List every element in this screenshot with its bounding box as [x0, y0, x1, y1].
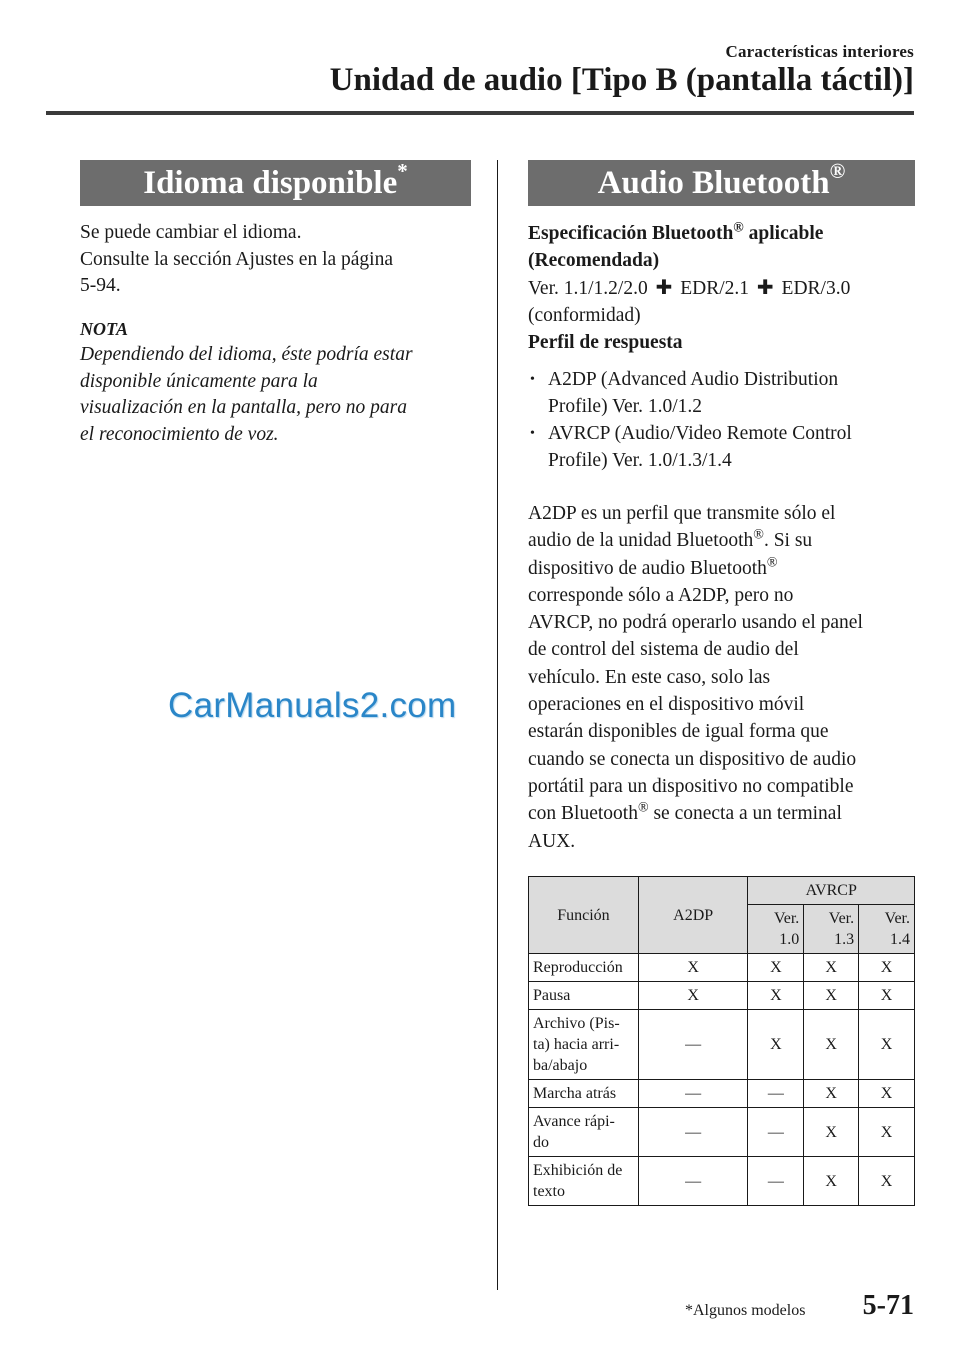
profile-list	[528, 366, 918, 474]
spec-heading	[528, 220, 918, 247]
cell-v13: X	[804, 1080, 859, 1108]
column-divider	[497, 160, 498, 1290]
asterisk-mark: *	[397, 159, 408, 183]
text-line: vehículo. En este caso, solo las	[528, 666, 771, 688]
cell-a2dp: X	[638, 982, 748, 1010]
note-line: visualización en la pantalla, pero no para	[80, 397, 407, 418]
table-header-row	[529, 877, 915, 905]
table-row	[529, 1010, 915, 1080]
cell-v13: X	[804, 982, 859, 1010]
cell-v13: X	[804, 954, 859, 982]
spec-heading-text: Especificación Bluetooth	[528, 223, 734, 244]
list-item-text: Profile) Ver. 1.0/1.3/1.4	[548, 450, 732, 471]
bluetooth-section-body	[528, 220, 918, 855]
registered-mark: ®	[637, 800, 649, 816]
note-line: disponible únicamente para la	[80, 370, 318, 392]
table-row	[529, 1157, 915, 1206]
idioma-section-body	[80, 220, 480, 448]
plus-icon: ✚	[655, 275, 673, 299]
list-item-text: AVRCP (Audio/Video Remote Control	[548, 423, 852, 444]
cell-a2dp: X	[638, 954, 748, 982]
text-line: de control del sistema de audio del	[528, 639, 799, 661]
cell-v14: X	[859, 982, 915, 1010]
list-item-text: A2DP (Advanced Audio Distribution	[548, 369, 839, 390]
footnote: *Algunos modelos	[685, 1302, 806, 1319]
registered-mark: ®	[733, 220, 744, 236]
cell-a2dp: —	[638, 1108, 748, 1157]
conformity-line: (conformidad)	[528, 305, 641, 326]
header-avrcp: AVRCP	[748, 877, 915, 905]
cell-function: Archivo (Pis- ta) hacia arri- ba/abajo	[529, 1010, 639, 1080]
note-line: el reconocimiento de voz.	[80, 423, 279, 445]
text-line: Consulte la sección Ajustes en la página	[80, 248, 394, 270]
section-banner-idioma	[80, 160, 471, 206]
text-line: AUX.	[528, 830, 576, 852]
cell-v10: —	[748, 1080, 804, 1108]
version-text: EDR/3.0	[781, 278, 851, 299]
text-line: cuando se conecta un dispositivo de audio	[528, 748, 857, 770]
section-title-idioma: Idioma disponible	[143, 165, 398, 201]
table-row	[529, 1080, 915, 1108]
cell-v10: X	[748, 982, 804, 1010]
cell-function: Marcha atrás	[529, 1080, 639, 1108]
header-divider	[46, 111, 914, 115]
header-ver-1-4: Ver. 1.4	[859, 905, 915, 954]
compatibility-table	[528, 876, 915, 1206]
watermark-logo: CarManuals2.com	[168, 686, 457, 725]
header-ver-1-0: Ver. 1.0	[748, 905, 804, 954]
section-title-bluetooth: Audio Bluetooth	[597, 165, 830, 201]
list-item	[528, 366, 918, 420]
text-line: Se puede cambiar el idioma.	[80, 222, 302, 243]
cell-v13: X	[804, 1157, 859, 1206]
cell-v14: X	[859, 1010, 915, 1080]
text-line: A2DP es un perfil que transmite sólo el	[528, 503, 836, 524]
cell-a2dp: —	[638, 1080, 748, 1108]
note-label: NOTA	[80, 318, 129, 339]
a2dp-paragraph	[528, 500, 918, 855]
text-line: AVRCP, no podrá operarlo usando el panel	[528, 612, 863, 634]
header-category: Características interiores	[725, 42, 914, 61]
text-line: estarán disponibles de igual forma que	[528, 721, 829, 743]
profile-heading: Perfil de respuesta	[528, 332, 683, 353]
version-line	[528, 274, 918, 302]
text-line: dispositivo de audio Bluetooth	[528, 557, 767, 579]
spec-heading-text: aplicable	[743, 223, 824, 244]
registered-mark: ®	[829, 159, 846, 183]
text-line: portátil para un dispositivo no compatible	[528, 775, 854, 797]
cell-function: Avance rápi- do	[529, 1108, 639, 1157]
cell-v10: X	[748, 954, 804, 982]
cell-v10: X	[748, 1010, 804, 1080]
text-line: con Bluetooth	[528, 803, 638, 825]
page-number: 5-71	[862, 1290, 914, 1321]
table-row	[529, 1108, 915, 1157]
text-line: corresponde sólo a A2DP, pero no	[528, 584, 794, 606]
cell-a2dp: —	[638, 1157, 748, 1206]
registered-mark: ®	[753, 527, 764, 543]
section-banner-bluetooth	[528, 160, 915, 206]
note-line: Dependiendo del idioma, éste podría estar	[80, 344, 413, 365]
spec-subheading: (Recomendada)	[528, 250, 660, 271]
plus-icon: ✚	[756, 275, 774, 299]
cell-v13: X	[804, 1108, 859, 1157]
cell-v10: —	[748, 1157, 804, 1206]
text-line: se conecta a un terminal	[648, 803, 842, 825]
page-title: Unidad de audio [Tipo B (pantalla táctil)]	[329, 62, 914, 98]
cell-v10: —	[748, 1108, 804, 1157]
table-row	[529, 982, 915, 1010]
cell-a2dp: —	[638, 1010, 748, 1080]
list-item	[528, 420, 918, 474]
list-item-text: Profile) Ver. 1.0/1.2	[548, 396, 703, 417]
header-ver-1-3: Ver. 1.3	[804, 905, 859, 954]
cell-v14: X	[859, 1108, 915, 1157]
cell-v14: X	[859, 1080, 915, 1108]
registered-mark: ®	[766, 555, 778, 571]
cell-v14: X	[859, 954, 915, 982]
table-row	[529, 954, 915, 982]
text-line: audio de la unidad Bluetooth	[528, 530, 754, 552]
text-line: . Si su	[763, 530, 813, 552]
cell-function: Exhibición de texto	[529, 1157, 639, 1206]
version-text: EDR/2.1	[680, 278, 750, 299]
version-text: Ver. 1.1/1.2/2.0	[528, 278, 648, 299]
cell-v13: X	[804, 1010, 859, 1080]
header-funcion: Función	[529, 877, 639, 954]
cell-v14: X	[859, 1157, 915, 1206]
cell-function: Pausa	[529, 982, 639, 1010]
header-a2dp: A2DP	[638, 877, 748, 954]
cell-function: Reproducción	[529, 954, 639, 982]
text-line: operaciones en el dispositivo móvil	[528, 694, 805, 716]
text-line: 5-94.	[80, 275, 121, 296]
